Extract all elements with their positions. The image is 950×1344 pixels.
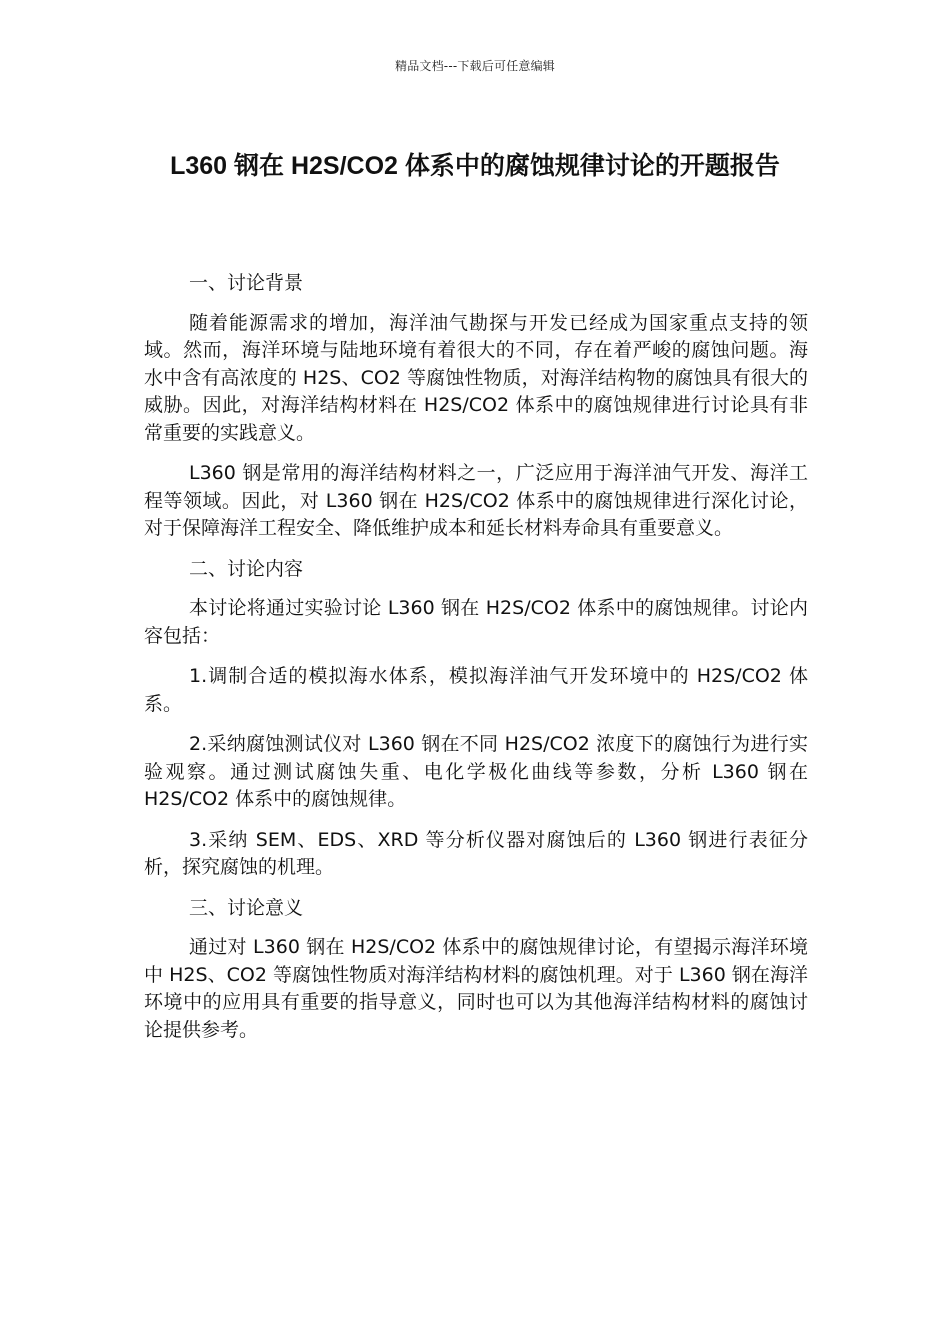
list-item: 2.采纳腐蚀测试仪对 L360 钢在不同 H2S/CO2 浓度下的腐蚀行为进行实验观察。通过测试腐蚀失重、电化学极化曲线等参数，分析 L360 钢在 H2S/CO2 体系中的腐蚀规律。 [144, 733, 808, 810]
paragraph: L360 钢是常用的海洋结构材料之一，广泛应用于海洋油气开发、海洋工程等领域。因此，对 L360 钢在 H2S/CO2 体系中的腐蚀规律进行深化讨论，对于保障海洋工程安全、降低维护成本和延长材料寿命具有重要意义。 [144, 462, 808, 539]
paragraph: 随着能源需求的增加，海洋油气勘探与开发已经成为国家重点支持的领域。然而，海洋环境与陆地环境有着很大的不同，存在着严峻的腐蚀问题。海水中含有高浓度的 H2S、CO2 等腐蚀性物质，对海洋结构物的腐蚀具有很大的威胁。因此，对海洋结构材料在 H2S/CO2 体系中的腐蚀规律进行讨论具有非常重要的实践意义。 [144, 311, 808, 444]
paragraph: 本讨论将通过实验讨论 L360 钢在 H2S/CO2 体系中的腐蚀规律。讨论内容包括： [144, 597, 808, 647]
document-body [144, 270, 808, 1057]
section-heading-content: 二、讨论内容 [189, 557, 304, 580]
header-note: 精品文档---下载后可任意编辑 [395, 59, 555, 73]
list-item: 3.采纳 SEM、EDS、XRD 等分析仪器对腐蚀后的 L360 钢进行表征分析，探究腐蚀的机理。 [144, 828, 808, 878]
document-title: L360 钢在 H2S/CO2 体系中的腐蚀规律讨论的开题报告 [170, 152, 780, 180]
list-item: 1.调制合适的模拟海水体系，模拟海洋油气开发环境中的 H2S/CO2 体系。 [144, 665, 808, 715]
section-heading-significance: 三、讨论意义 [189, 896, 304, 919]
section-heading-background: 一、讨论背景 [189, 272, 304, 294]
paragraph: 通过对 L360 钢在 H2S/CO2 体系中的腐蚀规律讨论，有望揭示海洋环境中 H2S、CO2 等腐蚀性物质对海洋结构材料的腐蚀机理。对于 L360 钢在海洋环境中的应用具有重要的指导意义，同时也可以为其他海洋结构材料的腐蚀讨论提供参考。 [144, 936, 808, 1041]
